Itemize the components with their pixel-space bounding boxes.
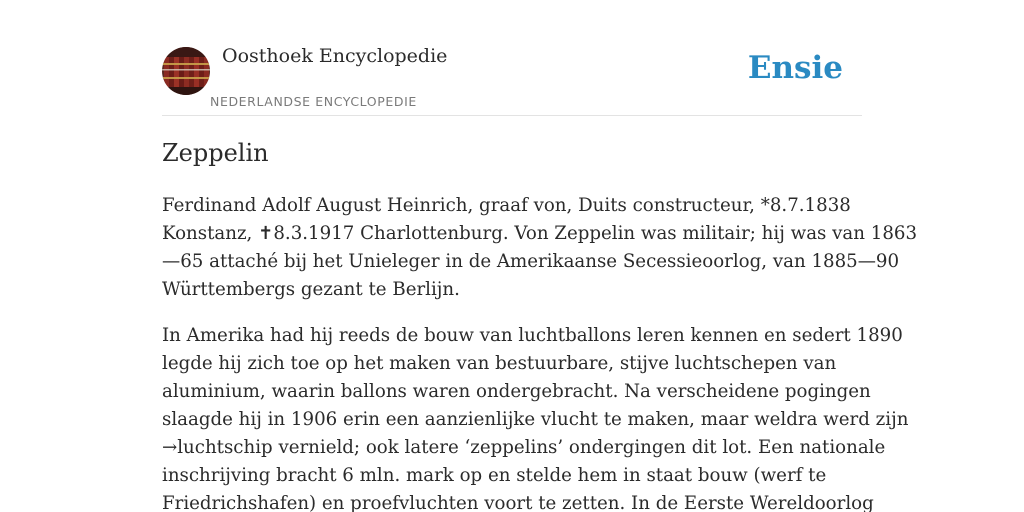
text-line: legde hij zich toe op het maken van bestuurbare, stijve luchtschepen van <box>162 353 837 374</box>
header-divider <box>162 115 862 116</box>
site-header <box>162 40 862 116</box>
text-line: slaagde hij in 1906 erin een aanzienlijke vlucht te maken, maar weldra werd zijn <box>162 409 909 430</box>
text-line: —65 attaché bij het Unieleger in de Amerikaanse Secessieoorlog, van 1885—90 <box>162 251 900 272</box>
text-line: Friedrichshafen) en proefvluchten voort te zetten. In de Eerste Wereldoorlog <box>162 493 874 512</box>
text-line: Württembergs gezant te Berlijn. <box>162 279 460 300</box>
text-line: Ferdinand Adolf August Heinrich, graaf von, Duits constructeur, *8.7.1838 <box>162 195 851 216</box>
text-line: aluminium, waarin ballons waren ondergebracht. Na verscheidene pogingen <box>162 381 871 402</box>
text-line: inschrijving bracht 6 mln. mark op en stelde hem in staat bouw (werf te <box>162 465 827 486</box>
article-title: Zeppelin <box>162 139 269 167</box>
luchtschip-link-line[interactable]: →luchtschip vernield; ook latere ‘zeppelins’ ondergingen dit lot. Een nationale <box>162 437 886 458</box>
article-body <box>162 192 918 512</box>
article-paragraph <box>162 192 918 304</box>
article-paragraph <box>162 322 909 512</box>
site-subtitle: NEDERLANDSE ENCYCLOPEDIE <box>210 94 417 109</box>
site-name-link[interactable]: Oosthoek Encyclopedie <box>222 45 448 67</box>
text-line: Konstanz, ✝8.3.1917 Charlottenburg. Von Zeppelin was militair; hij was van 1863 <box>162 223 918 244</box>
encyclopedia-books-icon[interactable] <box>162 47 210 95</box>
text-line: In Amerika had hij reeds de bouw van luchtballons leren kennen en sedert 1890 <box>162 325 903 346</box>
ensie-logo[interactable]: Ensie <box>747 50 843 86</box>
